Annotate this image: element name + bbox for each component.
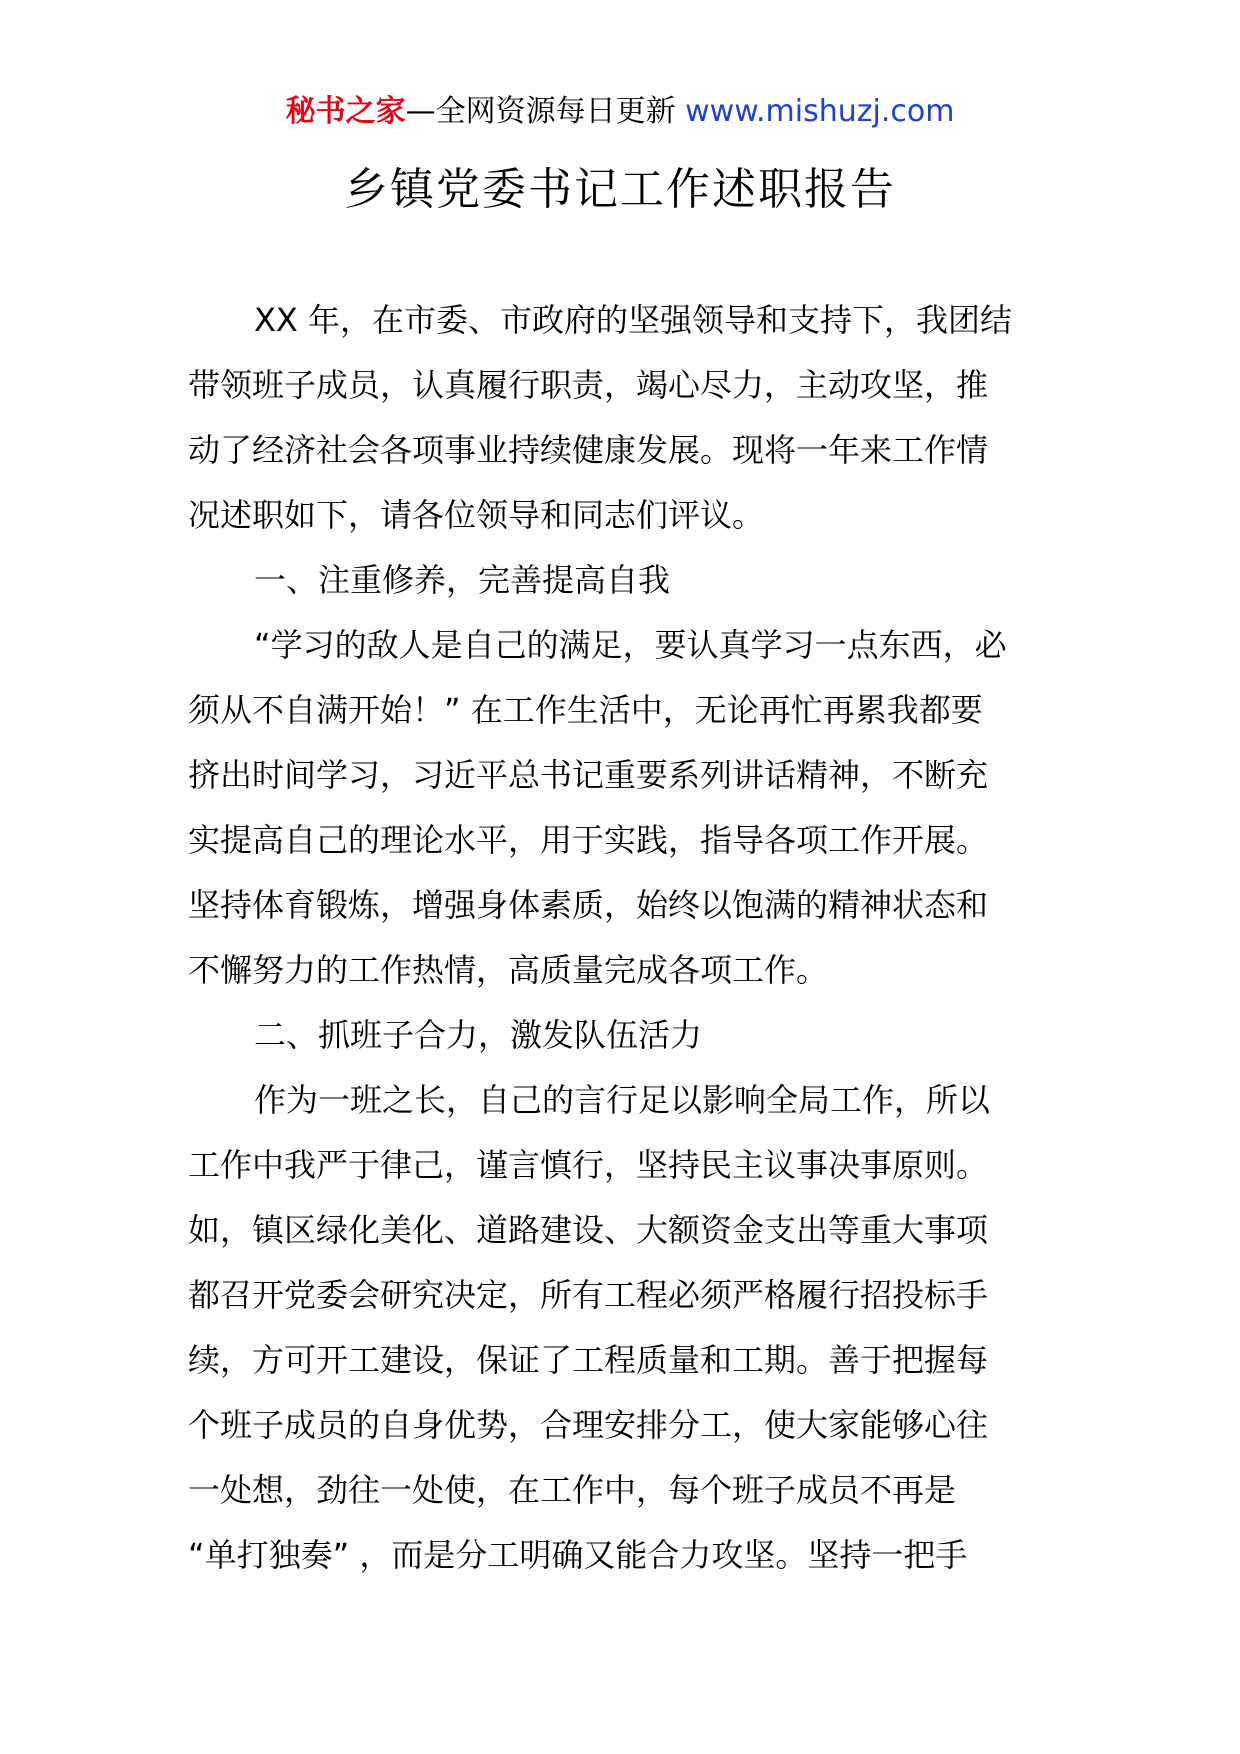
paragraph-line: XX 年，在市委、市政府的坚强领导和支持下，我团结 <box>254 301 1013 339</box>
paragraph-line: 挤出时间学习，习近平总书记重要系列讲话精神，不断充 <box>188 756 989 794</box>
paragraph-line: 不懈努力的工作热情，高质量完成各项工作。 <box>188 951 829 989</box>
paragraph-line: 都召开党委会研究决定，所有工程必须严格履行招投标手 <box>188 1276 989 1314</box>
paragraph-line: 实提高自己的理论水平，用于实践，指导各项工作开展。 <box>188 821 989 859</box>
paragraph-line: “单打独奏” ，而是分工明确又能合力攻坚。坚持一把手 <box>188 1536 968 1574</box>
paragraph-line: 须从不自满开始！” 在工作生活中，无论再忙再累我都要 <box>188 691 983 729</box>
paragraph-line: 带领班子成员，认真履行职责，竭心尽力，主动攻坚，推 <box>188 366 989 404</box>
paragraph-line: 坚持体育锻炼，增强身体素质，始终以饱满的精神状态和 <box>188 886 989 924</box>
paragraph-line: 一处想，劲往一处使，在工作中，每个班子成员不再是 <box>188 1471 957 1509</box>
paragraph-line: 况述职如下，请各位领导和同志们评议。 <box>188 496 765 534</box>
paragraph-line: 如，镇区绿化美化、道路建设、大额资金支出等重大事项 <box>188 1211 989 1249</box>
paragraph-line: 续，方可开工建设，保证了工程质量和工期。善于把握每 <box>188 1341 989 1379</box>
paragraph-line: 个班子成员的自身优势，合理安排分工，使大家能够心往 <box>188 1406 989 1444</box>
section-heading: 一、注重修养，完善提高自我 <box>254 561 671 599</box>
site-brand: 秘书之家 <box>285 94 406 129</box>
site-tagline: —全网资源每日更新 <box>405 94 686 129</box>
paragraph-line: “学习的敌人是自己的满足，要认真学习一点东西，必 <box>254 626 1007 664</box>
document-title: 乡镇党委书记工作述职报告 <box>344 164 896 215</box>
document-body <box>188 288 1058 1588</box>
paragraph-line: 工作中我严于律己，谨言慎行，坚持民主议事决事原则。 <box>188 1146 989 1184</box>
section-heading: 二、抓班子合力，激发队伍活力 <box>254 1016 703 1054</box>
site-url-link[interactable]: www.mishuzj.com <box>685 94 955 129</box>
paragraph-line: 动了经济社会各项事业持续健康发展。现将一年来工作情 <box>188 431 989 469</box>
site-header <box>0 92 1240 132</box>
paragraph-line: 作为一班之长，自己的言行足以影响全局工作，所以 <box>254 1081 991 1119</box>
